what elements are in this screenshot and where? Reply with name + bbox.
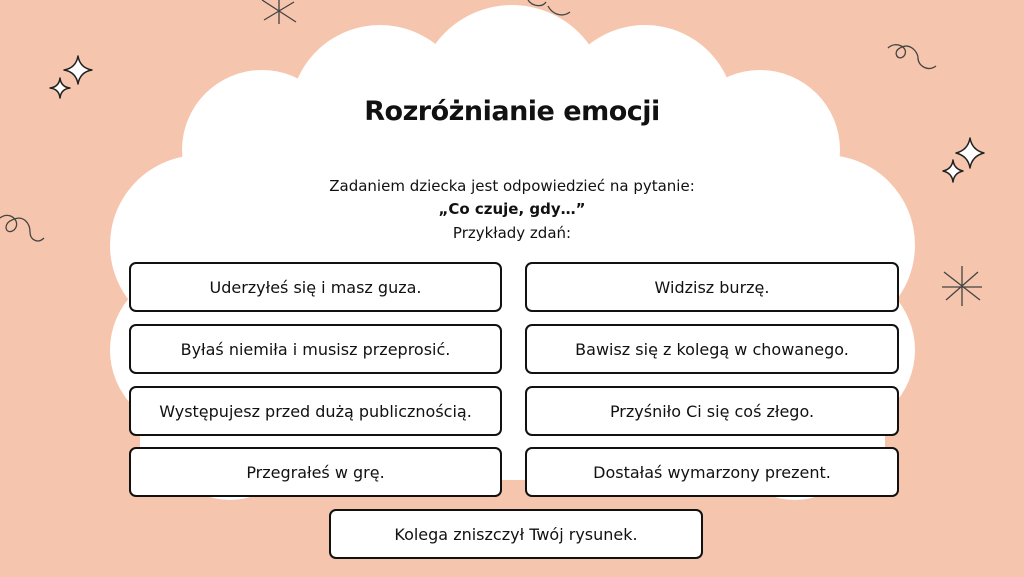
asterisk-icon (262, 0, 296, 24)
page-title: Rozróżnianie emocji (364, 96, 660, 127)
sentence-card: Kolega zniszczył Twój rysunek. (329, 509, 703, 559)
sparkle-icon (50, 56, 92, 98)
swirl-icon (888, 45, 936, 69)
instruction-text: Zadaniem dziecka jest odpowiedzieć na pytanie: (329, 177, 695, 195)
asterisk-icon (942, 266, 982, 306)
sentence-card: Dostałaś wymarzony prezent. (525, 447, 899, 497)
sentence-card: Byłaś niemiła i musisz przeprosić. (129, 324, 502, 374)
sentence-card: Uderzyłeś się i masz guza. (129, 262, 502, 312)
sentence-card: Widzisz burzę. (525, 262, 899, 312)
question-text: „Co czuje, gdy…” (438, 200, 586, 218)
sentence-card: Przyśniło Ci się coś złego. (525, 386, 899, 436)
sentence-card: Występujesz przed dużą publicznością. (129, 386, 502, 436)
examples-heading: Przykłady zdań: (452, 224, 572, 242)
sentence-card: Przegrałeś w grę. (129, 447, 502, 497)
sparkle-icon (943, 138, 984, 182)
sentence-card: Bawisz się z kolegą w chowanego. (525, 324, 899, 374)
